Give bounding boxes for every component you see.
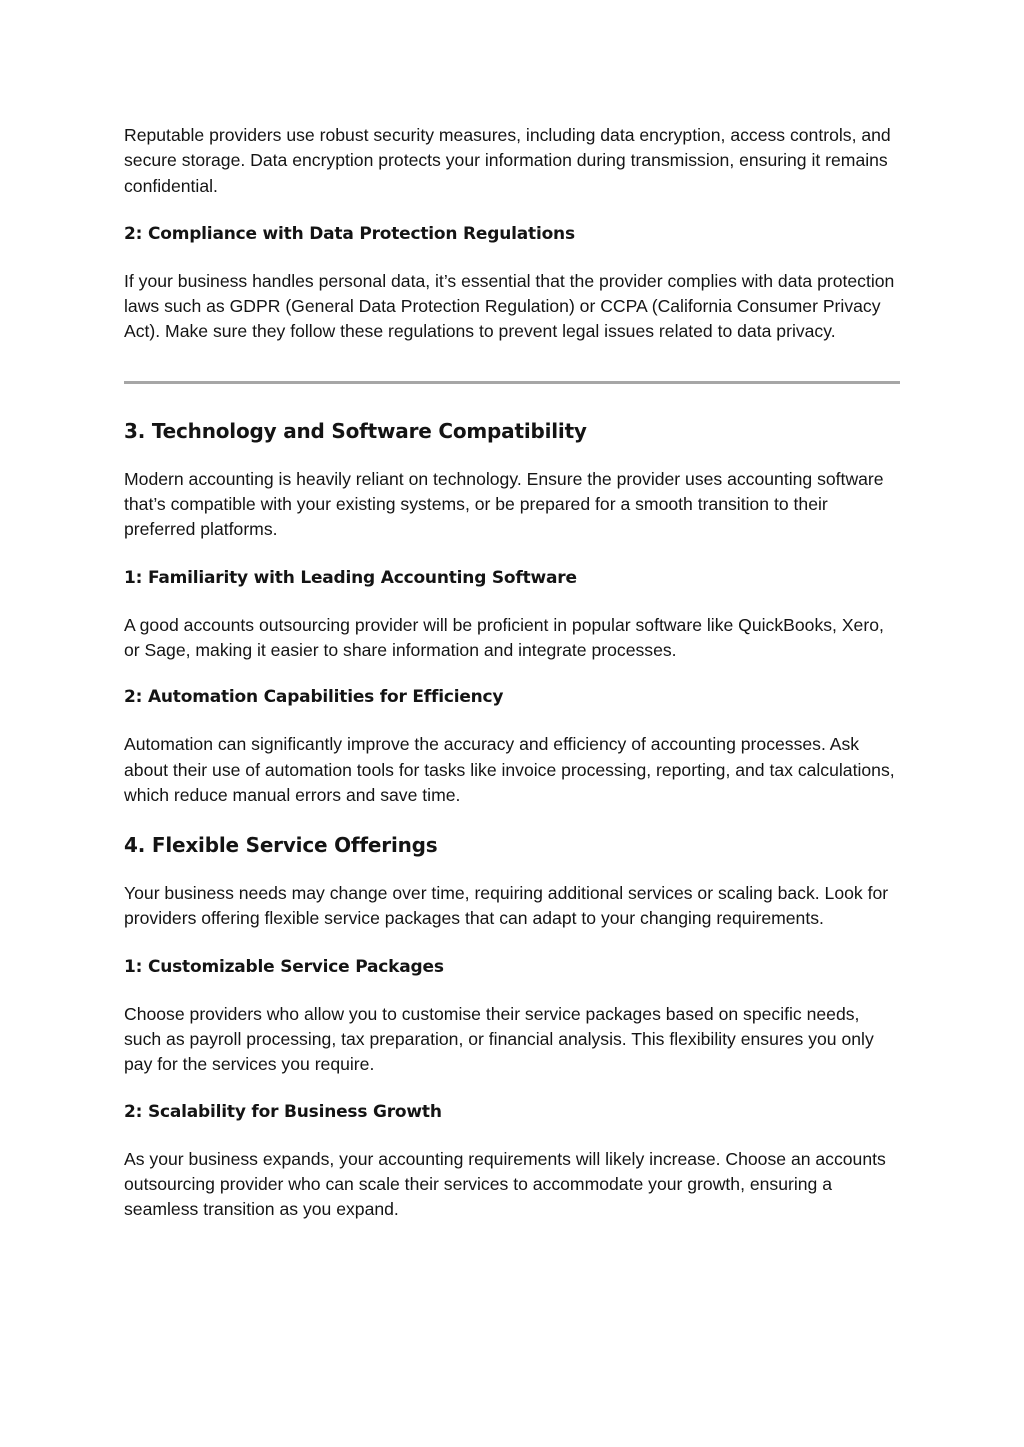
intro-paragraph: Reputable providers use robust security measures, including data encryption, access controls, and secure storage. Data encryption protects your information during transmission, ensuring it remains confidential. — [124, 125, 891, 196]
customizable-packages-heading: 1: Customizable Service Packages — [124, 956, 444, 977]
flexible-heading: 4. Flexible Service Offerings — [124, 833, 438, 858]
software-familiarity-heading: 1: Familiarity with Leading Accounting Software — [124, 567, 577, 588]
technology-heading: 3. Technology and Software Compatibility — [124, 418, 587, 443]
scalability-paragraph: As your business expands, your accounting requirements will likely increase. Choose an accounts outsourcing provider who can scale their services to accommodate your growth, ensuring a seamless transition as you expand. — [124, 1148, 886, 1220]
compliance-heading: 2: Compliance with Data Protection Regulations — [124, 223, 575, 244]
customizable-packages-paragraph: Choose providers who allow you to customise their service packages based on specific needs, such as payroll processing, tax preparation, or financial analysis. This flexibility ensures you only pay for the services you require. — [124, 1003, 874, 1075]
document-content — [124, 123, 900, 1223]
software-familiarity-paragraph: A good accounts outsourcing provider will be proficient in popular software like QuickBooks, Xero, or Sage, making it easier to share information and integrate processes. — [124, 614, 884, 660]
compliance-paragraph: If your business handles personal data, it’s essential that the provider complies with data protection laws such as GDPR (General Data Protection Regulation) or CCPA (California Consumer Privacy Act). Make sure they follow these regulations to prevent legal issues related to data privacy. — [124, 270, 895, 342]
automation-heading: 2: Automation Capabilities for Efficiency — [124, 687, 504, 708]
technology-paragraph: Modern accounting is heavily reliant on technology. Ensure the provider uses accounting software that’s compatible with your existing systems, or be prepared for a smooth transition to their preferred platforms. — [124, 468, 884, 540]
automation-paragraph: Automation can significantly improve the accuracy and efficiency of accounting processes. Ask about their use of automation tools for tasks like invoice processing, reporting, and tax calculations, which reduce manual errors and save time. — [124, 734, 895, 805]
flexible-paragraph: Your business needs may change over time, requiring additional services or scaling back. Look for providers offering flexible service packages that can adapt to your changing requirements. — [124, 883, 889, 929]
scalability-heading: 2: Scalability for Business Growth — [124, 1101, 442, 1122]
